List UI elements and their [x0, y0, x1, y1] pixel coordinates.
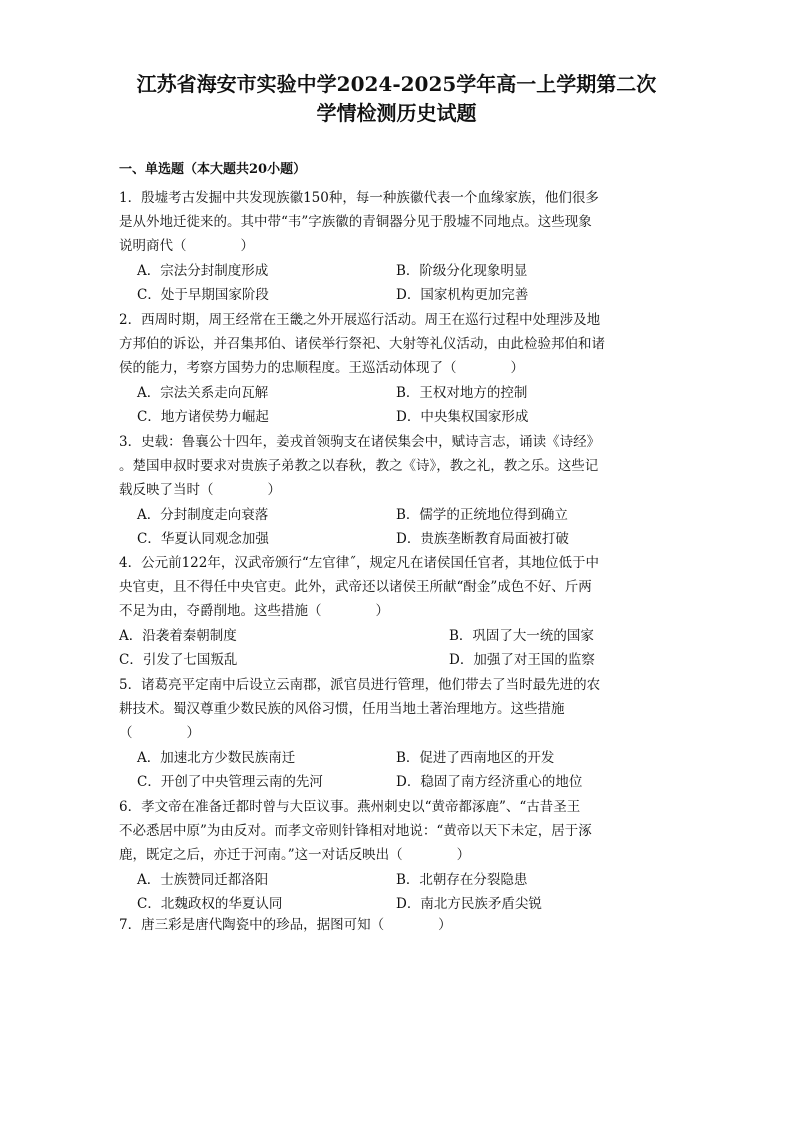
question-text-line: （ ）: [119, 725, 200, 742]
answer-option[interactable]: C．引发了七国叛乱: [119, 651, 238, 668]
answer-option[interactable]: C．开创了中央管理云南的先河: [137, 773, 323, 790]
question-text-line: 央官吏，且不得任中央官吏。此外，武帝还以诸侯王所献“酎金”成色不好、斤两: [119, 579, 592, 596]
question-text-line: 不足为由，夺爵削地。这些措施（ ）: [119, 603, 389, 620]
answer-option[interactable]: A．沿袭着秦朝制度: [119, 627, 237, 644]
question-text-line: 是从外地迁徙来的。其中带“韦”字族徽的青铜器分见于殷墟不同地点。这些现象: [119, 214, 592, 231]
answer-option[interactable]: B．促进了西南地区的开发: [396, 749, 555, 766]
answer-option[interactable]: D．稳固了南方经济重心的地位: [396, 773, 583, 790]
answer-option[interactable]: C．北魏政权的华夏认同: [137, 895, 283, 912]
question-text-line: 耕技术。蜀汉尊重少数民族的风俗习惯，任用当地土著治理地方。这些措施: [119, 701, 565, 718]
question-text-line: 5．诸葛亮平定南中后设立云南郡，派官员进行管理，他们带去了当时最先进的农: [119, 677, 601, 693]
question-text-line: 3．史载：鲁襄公十四年，姜戎首领驹支在诸侯集会中，赋诗言志，诵读《诗经》: [119, 434, 601, 450]
question-text-line: 不必悉居中原”为由反对。而孝文帝则针锋相对地说：“黄帝以天下未定，居于涿: [119, 823, 592, 840]
answer-option[interactable]: A．宗法关系走向瓦解: [137, 384, 269, 401]
question-text-line: 2．西周时期，周王经常在王畿之外开展巡行活动。周王在巡行过程中处理涉及地: [119, 312, 601, 328]
answer-option[interactable]: A．分封制度走向衰落: [137, 506, 269, 523]
answer-option[interactable]: D．加强了对王国的监察: [449, 651, 595, 668]
question-text-line: 。楚国申叔时要求对贵族子弟教之以春秋，教之《诗》，教之礼，教之乐。这些记: [119, 458, 599, 475]
document-title-line-2: 学情检测历史试题: [316, 101, 477, 125]
section-heading: 一、单选题（本大题共20小题）: [119, 162, 307, 177]
document-title-line-1: 江苏省海安市实验中学2024-2025学年高一上学期第二次: [136, 72, 657, 96]
answer-option[interactable]: A．士族赞同迁都洛阳: [137, 871, 269, 888]
answer-option[interactable]: C．地方诸侯势力崛起: [137, 408, 269, 425]
answer-option[interactable]: A．宗法分封制度形成: [137, 262, 269, 279]
question-text-line: 载反映了当时（ ）: [119, 482, 281, 499]
answer-option[interactable]: C．华夏认同观念加强: [137, 530, 269, 547]
question-text-line: 6．孝文帝在准备迁都时曾与大臣议事。燕州刺史以“黄帝都涿鹿”、“古昔圣王: [119, 799, 581, 815]
question-text-line: 1．殷墟考古发掘中共发现族徽150种，每一种族徽代表一个血缘家族，他们很多: [119, 190, 599, 206]
answer-option[interactable]: B．巩固了大一统的国家: [449, 627, 594, 644]
answer-option[interactable]: B．北朝存在分裂隐患: [396, 871, 528, 888]
answer-option[interactable]: D．中央集权国家形成: [396, 408, 529, 425]
answer-option[interactable]: C．处于早期国家阶段: [137, 286, 269, 303]
question-text-line: 方邦伯的诉讼，并召集邦伯、诸侯举行祭祀、大射等礼仪活动，由此检验邦伯和诸: [119, 336, 605, 353]
question-text-line: 说明商代（ ）: [119, 238, 254, 255]
answer-option[interactable]: B．阶级分化现象明显: [396, 262, 528, 279]
answer-option[interactable]: A．加速北方少数民族南迁: [137, 749, 296, 766]
answer-option[interactable]: B．王权对地方的控制: [396, 384, 528, 401]
question-text-line: 侯的能力，考察方国势力的忠顺程度。王巡活动体现了（ ）: [119, 360, 524, 377]
answer-option[interactable]: D．国家机构更加完善: [396, 286, 529, 303]
question-text-line: 4．公元前122年，汉武帝颁行“左官律˝，规定凡在诸侯国任官者，其地位低于中: [119, 555, 600, 571]
answer-option[interactable]: D．南北方民族矛盾尖锐: [396, 895, 542, 912]
answer-option[interactable]: D．贵族垄断教育局面被打破: [396, 530, 569, 547]
question-text-line: 7．唐三彩是唐代陶瓷中的珍品，据图可知（ ）: [119, 917, 452, 933]
answer-option[interactable]: B．儒学的正统地位得到确立: [396, 506, 568, 523]
question-text-line: 鹿，既定之后，亦迁于河南。”这一对话反映出（ ）: [119, 847, 471, 864]
